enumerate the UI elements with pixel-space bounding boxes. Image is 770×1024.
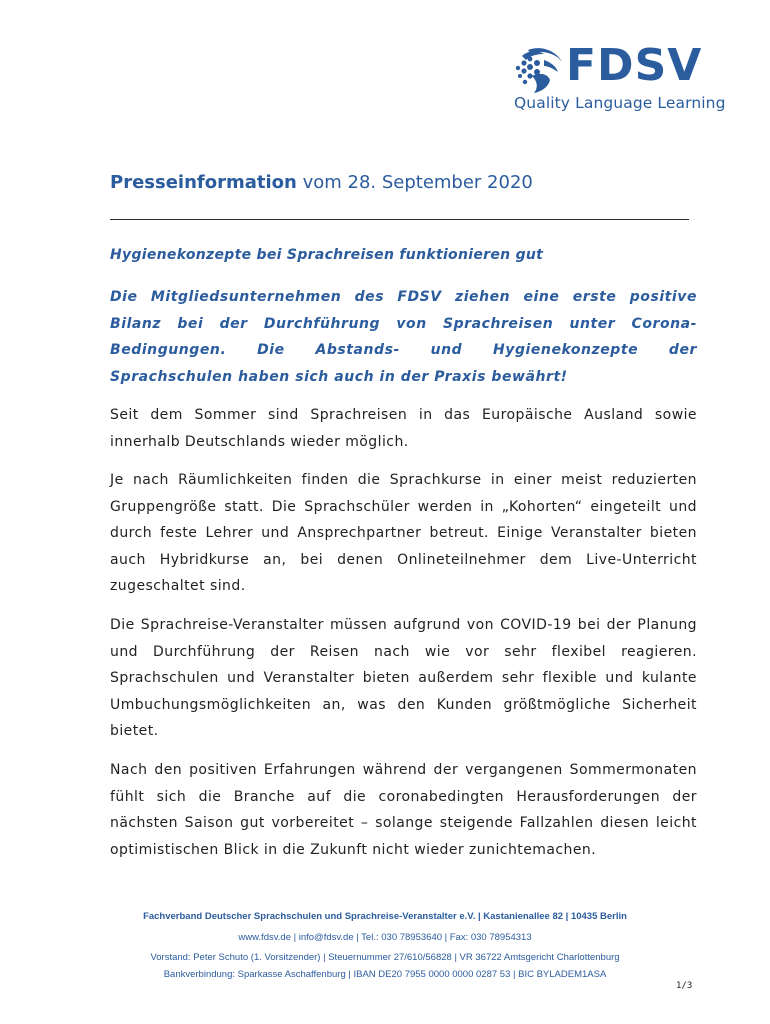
footer-board: Vorstand: Peter Schuto (1. Vorsitzender) | Steuernummer 27/610/56828 | VR 36722 Amtsgericht Charlottenburg bbox=[150, 952, 620, 963]
page-title bbox=[110, 172, 697, 193]
globe-logo-icon bbox=[510, 46, 564, 94]
article-subtitle: Hygienekonzepte bei Sprachreisen funktionieren gut bbox=[110, 247, 544, 263]
body-paragraph-3: Die Sprachreise-Veranstalter müssen aufgrund von COVID-19 bei der Planung und Durchführung der Reisen nach wie vor sehr flexibel reagieren. Sprachschulen und Veranstalter bieten außerdem sehr flexible und kulante Umbuchungsmöglichkeiten an, was den Kunden größtmögliche Sicherheit bietet. bbox=[110, 617, 697, 739]
headline-date: vom 28. September 2020 bbox=[296, 172, 533, 193]
headline-bold: Presseinformation bbox=[110, 172, 297, 193]
body-paragraph-4: Nach den positiven Erfahrungen während der vergangenen Sommermonaten fühlt sich die Branche auf die coronabedingten Herausforderungen der nächsten Saison gut vorbereitet – solange steigende Fallzahlen diesen leicht optimistischen Blick in die Zukunft nicht wieder zunichtemachen. bbox=[110, 762, 697, 858]
page-number: 1/3 bbox=[676, 981, 693, 991]
footer-address: Fachverband Deutscher Sprachschulen und Sprachreise-Veranstalter e.V. | Kastanienallee 82 | 10435 Berlin bbox=[143, 911, 627, 922]
title-divider bbox=[110, 219, 689, 220]
footer-contact: www.fdsv.de | info@fdsv.de | Tel.: 030 78953640 | Fax: 030 78954313 bbox=[238, 932, 532, 943]
body-paragraph-2: Je nach Räumlichkeiten finden die Sprachkurse in einer meist reduzierten Gruppengröße statt. Die Sprachschüler werden in „Kohorten“ eingeteilt und durch feste Lehrer und Ansprechpartner betreut. Einige Veranstalter bieten auch Hybridkurse an, bei denen Onlineteilnehmer dem Live-Unterricht zugeschaltet sind. bbox=[110, 472, 697, 594]
logo-wordmark: FDSV bbox=[566, 40, 703, 91]
logo-tagline: Quality Language Learning bbox=[514, 94, 726, 112]
body-paragraph-1: Seit dem Sommer sind Sprachreisen in das Europäische Ausland sowie innerhalb Deutschlands wieder möglich. bbox=[110, 407, 697, 450]
lead-paragraph: Die Mitgliedsunternehmen des FDSV ziehen eine erste positive Bilanz bei der Durchführung von Sprachreisen unter Corona-Bedingungen. Die Abstands- und Hygienekonzepte der Sprachschulen haben sich auch in der Praxis bewährt! bbox=[110, 289, 697, 385]
footer-bank: Bankverbindung: Sparkasse Aschaffenburg | IBAN DE20 7955 0000 0000 0287 53 | BIC BYLADEM1ASA bbox=[163, 969, 607, 980]
fdsv-logo bbox=[510, 40, 726, 118]
